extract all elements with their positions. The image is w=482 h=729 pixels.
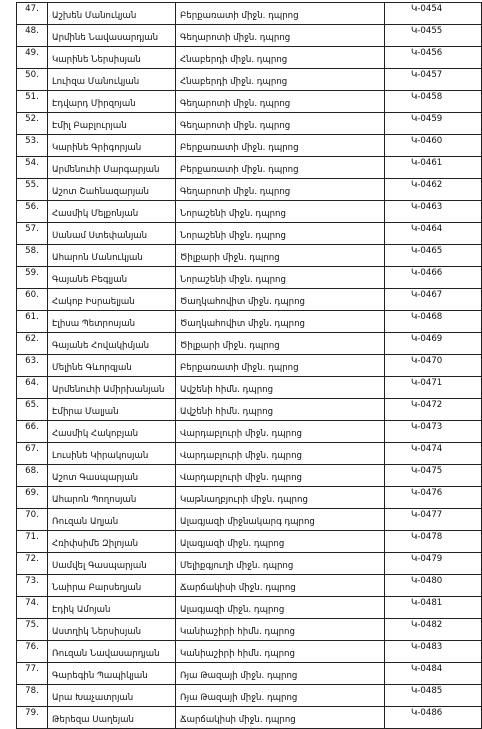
certificate-code: Կ-0469 xyxy=(385,333,482,355)
row-number: 64. xyxy=(17,377,48,399)
school-name: Նորաշենի միջն. դպրոց xyxy=(176,201,385,223)
row-number: 51. xyxy=(17,91,48,113)
row-number: 75. xyxy=(17,619,48,641)
school-name: Բերքառատի միջն. դպրոց xyxy=(176,3,385,25)
table-row xyxy=(17,465,482,487)
certificate-code: Կ-0476 xyxy=(385,487,482,509)
row-number: 71. xyxy=(17,531,48,553)
row-number: 66. xyxy=(17,421,48,443)
table-row xyxy=(17,69,482,91)
person-name: Հասմիկ Մելքոնյան xyxy=(48,201,176,223)
person-name: Կարինե Գրիգորյան xyxy=(48,135,176,157)
table-row xyxy=(17,311,482,333)
certificate-code: Կ-0478 xyxy=(385,531,482,553)
school-name: Գեղարոտի միջն. դպրոց xyxy=(176,113,385,135)
table-row xyxy=(17,25,482,47)
school-name: Մելիքգյուղի միջն. դպրոց xyxy=(176,553,385,575)
row-number: 73. xyxy=(17,575,48,597)
school-name: Հնաբերդի միջն. դպրոց xyxy=(176,69,385,91)
school-name: Վարդաբլուրի միջն. դպրոց xyxy=(176,443,385,465)
table-row xyxy=(17,3,482,25)
table-row xyxy=(17,157,482,179)
certificate-code: Կ-0459 xyxy=(385,113,482,135)
school-name: Գեղարոտի միջն. դպրոց xyxy=(176,179,385,201)
row-number: 61. xyxy=(17,311,48,333)
person-name: Արմենուհի Մարգարյան xyxy=(48,157,176,179)
row-number: 68. xyxy=(17,465,48,487)
person-name: Սանամ Ստեփանյան xyxy=(48,223,176,245)
certificate-code: Կ-0483 xyxy=(385,641,482,663)
row-number: 50. xyxy=(17,69,48,91)
school-name: Վարդաբլուրի միջն. դպրոց xyxy=(176,465,385,487)
school-name: Գեղարոտի միջն. դպրոց xyxy=(176,25,385,47)
table-row xyxy=(17,267,482,289)
certificate-code: Կ-0456 xyxy=(385,47,482,69)
table-row xyxy=(17,179,482,201)
table-row xyxy=(17,531,482,553)
row-number: 58. xyxy=(17,245,48,267)
person-name: Արմինե Նավասարդյան xyxy=(48,25,176,47)
certificate-code: Կ-0468 xyxy=(385,311,482,333)
certificate-code: Կ-0479 xyxy=(385,553,482,575)
certificate-code: Կ-0485 xyxy=(385,685,482,707)
school-name: Բերքառատի միջն. դպրոց xyxy=(176,135,385,157)
school-name: Ռյա Թազայի միջն. դպրոց xyxy=(176,685,385,707)
certificate-code: Կ-0455 xyxy=(385,25,482,47)
row-number: 54. xyxy=(17,157,48,179)
certificate-code: Կ-0481 xyxy=(385,597,482,619)
certificate-code: Կ-0464 xyxy=(385,223,482,245)
table-row xyxy=(17,135,482,157)
certificate-code: Կ-0462 xyxy=(385,179,482,201)
row-number: 76. xyxy=(17,641,48,663)
certificate-code: Կ-0472 xyxy=(385,399,482,421)
row-number: 56. xyxy=(17,201,48,223)
person-name: Ռուզան Նավասարդյան xyxy=(48,641,176,663)
person-name: Էդիկ Ամոյան xyxy=(48,597,176,619)
person-name: Աշխեն Մանուկյան xyxy=(48,3,176,25)
table-row xyxy=(17,443,482,465)
certificate-code: Կ-0470 xyxy=(385,355,482,377)
certificate-code: Կ-0463 xyxy=(385,201,482,223)
person-name: Նաիրա Բարսեղյան xyxy=(48,575,176,597)
table-row xyxy=(17,487,482,509)
person-name: Լուսինե Կիրակոսյան xyxy=(48,443,176,465)
table-row xyxy=(17,619,482,641)
certificate-code: Կ-0461 xyxy=(385,157,482,179)
school-name: Կաթնաղբյուրի միջն. դպրոց xyxy=(176,487,385,509)
person-name: Թերեզա Սաղեյան xyxy=(48,707,176,729)
row-number: 67. xyxy=(17,443,48,465)
certificate-code: Կ-0465 xyxy=(385,245,482,267)
certificate-code: Կ-0473 xyxy=(385,421,482,443)
table-row xyxy=(17,663,482,685)
school-name: Ծիլքարի միջն. դպրոց xyxy=(176,333,385,355)
person-name: Ռուզան Աղյան xyxy=(48,509,176,531)
person-name: Արմենուհի Ամիրխանյան xyxy=(48,377,176,399)
row-number: 60. xyxy=(17,289,48,311)
certificate-code: Կ-0471 xyxy=(385,377,482,399)
person-name: Գարեգին Պապիկյան xyxy=(48,663,176,685)
table-row xyxy=(17,575,482,597)
table-row xyxy=(17,355,482,377)
school-name: Ալագյազի միջնակարգ դպրոց xyxy=(176,509,385,531)
table-row xyxy=(17,201,482,223)
school-name: Բերքառատի միջն. դպրոց xyxy=(176,355,385,377)
table-row xyxy=(17,377,482,399)
certificate-code: Կ-0454 xyxy=(385,3,482,25)
row-number: 78. xyxy=(17,685,48,707)
row-number: 77. xyxy=(17,663,48,685)
table-row xyxy=(17,245,482,267)
school-name: Գեղարոտի միջն. դպրոց xyxy=(176,91,385,113)
person-name: Հասմիկ Հակոբյան xyxy=(48,421,176,443)
row-number: 49. xyxy=(17,47,48,69)
person-name: Հռիփսիմե Զիլոյան xyxy=(48,531,176,553)
school-name: Նորաշենի միջն. դպրոց xyxy=(176,267,385,289)
table-row xyxy=(17,223,482,245)
person-name: Էդվարդ Միրզոյան xyxy=(48,91,176,113)
school-name: Հնաբերդի միջն. դպրոց xyxy=(176,47,385,69)
person-name: Էմիլ Բաբլուրյան xyxy=(48,113,176,135)
person-name: Գայանե Հովակիմյան xyxy=(48,333,176,355)
row-number: 53. xyxy=(17,135,48,157)
table-row xyxy=(17,47,482,69)
table-row xyxy=(17,641,482,663)
certificate-code: Կ-0486 xyxy=(385,707,482,729)
person-name: Արա Խաչատրյան xyxy=(48,685,176,707)
school-name: Ալագյազի միջն. դպրոց xyxy=(176,597,385,619)
person-name: Աստղիկ Ներսիսյան xyxy=(48,619,176,641)
school-name: Ավշենի հիմն. դպրոց xyxy=(176,399,385,421)
table-row xyxy=(17,509,482,531)
person-name: Լուիզա Մանուկյան xyxy=(48,69,176,91)
person-name: Հակոբ Իսրաելյան xyxy=(48,289,176,311)
row-number: 55. xyxy=(17,179,48,201)
school-name: Ավշենի հիմն. դպրոց xyxy=(176,377,385,399)
person-name: Մելինե Գևորգյան xyxy=(48,355,176,377)
person-name: Կարինե Ներսիսյան xyxy=(48,47,176,69)
person-name: Աշոտ Շահնազարյան xyxy=(48,179,176,201)
school-name: Ալագյազի միջն. դպրոց xyxy=(176,531,385,553)
certificate-code: Կ-0467 xyxy=(385,289,482,311)
row-number: 47. xyxy=(17,3,48,25)
table-row xyxy=(17,91,482,113)
school-name: Նորաշենի միջն. դպրոց xyxy=(176,223,385,245)
table-row xyxy=(17,685,482,707)
certificate-code: Կ-0482 xyxy=(385,619,482,641)
row-number: 72. xyxy=(17,553,48,575)
certificate-code: Կ-0477 xyxy=(385,509,482,531)
certificate-code: Կ-0474 xyxy=(385,443,482,465)
school-name: Ռյա Թազայի միջն. դպրոց xyxy=(176,663,385,685)
certificate-code: Կ-0484 xyxy=(385,663,482,685)
certificate-code: Կ-0460 xyxy=(385,135,482,157)
school-name: Ճարճակիսի միջն. դպրոց xyxy=(176,575,385,597)
table-row xyxy=(17,113,482,135)
certificate-code: Կ-0475 xyxy=(385,465,482,487)
person-name: Սամվել Գասպարյան xyxy=(48,553,176,575)
row-number: 59. xyxy=(17,267,48,289)
row-number: 69. xyxy=(17,487,48,509)
person-name: Էմիրա Մալյան xyxy=(48,399,176,421)
row-number: 74. xyxy=(17,597,48,619)
table-row xyxy=(17,399,482,421)
table-row xyxy=(17,289,482,311)
school-name: Վարդաբլուրի միջն. դպրոց xyxy=(176,421,385,443)
roster-table xyxy=(16,2,482,729)
school-name: Ճարճակիսի միջն. դպրոց xyxy=(176,707,385,729)
person-name: Էլիսա Պետրոսյան xyxy=(48,311,176,333)
row-number: 62. xyxy=(17,333,48,355)
school-name: Ծիլքարի միջն. դպրոց xyxy=(176,245,385,267)
certificate-code: Կ-0480 xyxy=(385,575,482,597)
row-number: 48. xyxy=(17,25,48,47)
table-row xyxy=(17,707,482,729)
row-number: 70. xyxy=(17,509,48,531)
row-number: 63. xyxy=(17,355,48,377)
roster-body xyxy=(17,3,482,729)
person-name: Գայանե Բեգլյան xyxy=(48,267,176,289)
certificate-code: Կ-0457 xyxy=(385,69,482,91)
person-name: Աշոտ Գասպարյան xyxy=(48,465,176,487)
row-number: 79. xyxy=(17,707,48,729)
person-name: Ահարոն Պողոսյան xyxy=(48,487,176,509)
row-number: 57. xyxy=(17,223,48,245)
row-number: 65. xyxy=(17,399,48,421)
table-row xyxy=(17,333,482,355)
school-name: Կանիաշիրի հիմն. դպրոց xyxy=(176,641,385,663)
school-name: Ծաղկահովիտ միջն. դպրոց xyxy=(176,289,385,311)
certificate-code: Կ-0466 xyxy=(385,267,482,289)
school-name: Կանիաշիրի հիմն. դպրոց xyxy=(176,619,385,641)
table-row xyxy=(17,597,482,619)
table-row xyxy=(17,421,482,443)
row-number: 52. xyxy=(17,113,48,135)
person-name: Ահարոն Մանուկյան xyxy=(48,245,176,267)
school-name: Բերքառատի միջն. դպրոց xyxy=(176,157,385,179)
school-name: Ծաղկահովիտ միջն. դպրոց xyxy=(176,311,385,333)
table-row xyxy=(17,553,482,575)
certificate-code: Կ-0458 xyxy=(385,91,482,113)
